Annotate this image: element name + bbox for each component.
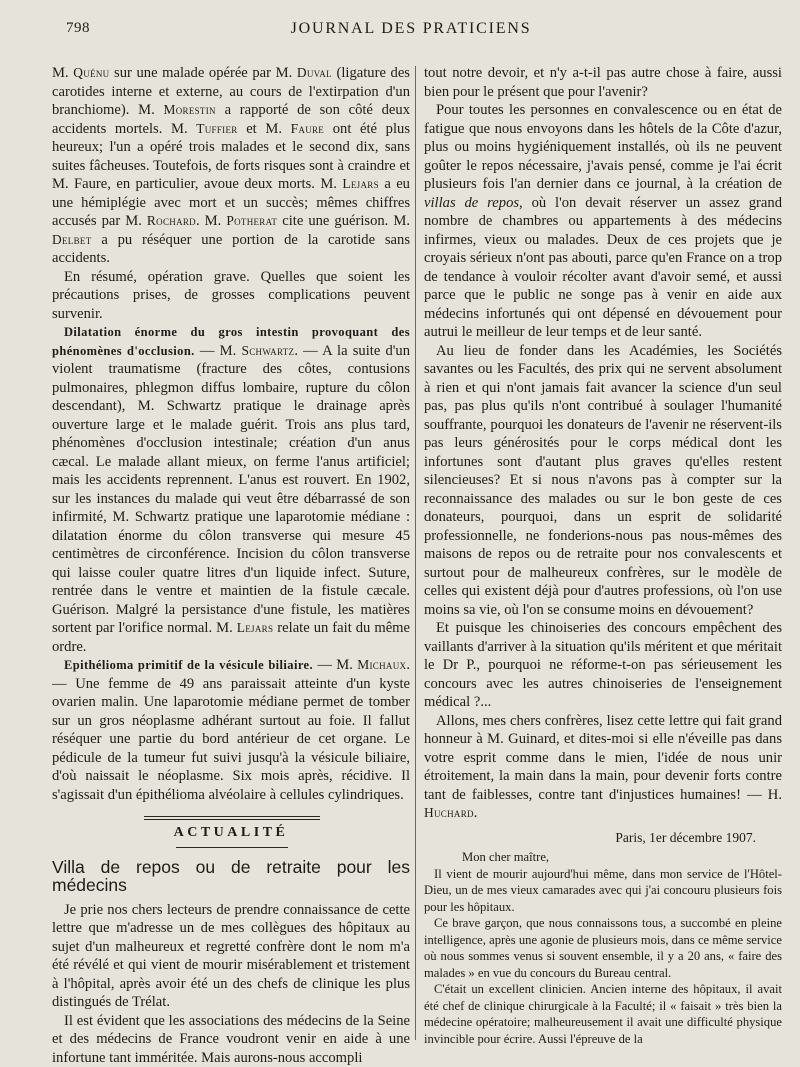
letter-dateline: Paris, 1er décembre 1907. [424,829,756,848]
run-in-heading: Dilatation énorme du gros intestin provoquant des phénomènes d'occlusion. [52,325,410,358]
author-name: Michaux [357,657,406,672]
author-name: Quénu [73,65,109,80]
paragraph: Il est évident que les associations des médecins de la Seine et des médecins de France voudront venir en aide à une infortune tant imméritée. Mais aurons-nous accompli [52,1012,410,1067]
paragraph: Allons, mes chers confrères, lisez cette lettre qui fait grand honneur à M. Guinard, et dites-moi si elle n'éveille pas dans votre esprit comme dans le mien, l'idée de nous unir étroitement, la main dans la main, pour devenir forts contre tant de faiblesses, contre tant d'injustices humaines! — H. Huchard. [424,712,782,823]
letter-paragraph: Il vient de mourir aujourd'hui même, dans mon service de l'Hôtel-Dieu, un de mes vieux camarades avec qui j'ai concouru plusieurs fois pour les hôpitaux. [424,866,782,916]
author-name: Lejars [342,176,379,191]
paragraph: Pour toutes les personnes en convalescence ou en état de fatigue que nous envoyons dans les hôtels de la Côte d'azur, plus ou moins hygiéniquement installés, où ils ne peuvent goûter le repos nécessaire, j'avais pensé, comme je l'ai écrit plusieurs fois l'an dernier dans ce journal, à la création de villas de repos, où l'on devait réserver un assez grand nombre de chambres ou appartements à des médecins infirmes, vieux ou malades. Deux de ces projets que je croyais sérieux n'ont pas abouti, parce qu'en France on a trop de tendance à vouloir récolter avant d'avoir semé, et aussi parce que le public ne songe pas à venir en aide aux médecins infortunés qui ont dépensé en dévouement pour autrui le meilleur de leur temps et de leur santé. [424,101,782,342]
author-name: Rochard [147,213,196,228]
signature: Huchard [424,805,474,820]
author-name: Morestin [163,102,215,117]
author-name: Schwartz [241,343,294,358]
column-divider [415,66,416,1040]
paragraph: M. Quénu sur une malade opérée par M. Duval (ligature des carotides interne et externe, au cours de l'extirpation d'un branchiome). M. Morestin a rapporté de son côté deux accidents mortels. M. Tuffier et M. Faure ont été plus heureux; l'un a opéré trois malades et le second dix, sans suites fâcheuses. Toutefois, de forts risques sont à craindre et M. Faure, en particulier, avoue deux morts. M. Lejars a eu une hémiplégie avec mort et un succès; mêmes chiffres accusés par M. Rochard. M. Potherat cite une guérison. M. Delbet a pu réséquer une portion de la carotide sans accidents. [52,64,410,268]
paragraph: Epithélioma primitif de la vésicule biliaire. — M. Michaux. — Une femme de 49 ans paraissait atteinte d'un kyste ovarien malin. Une laparotomie médiane permet de tomber sur un gros néoplasme adhérant surtout au foie. Il fallut réséquer une partie du bord antérieur de cet organe. Le pédicule de la tumeur fut suivi jusqu'à la vésicule biliaire, d'où naissait le néoplasme. Six mois après, récidive. Il s'agissait d'un épithélioma alvéolaire à cellules cylindriques. [52,656,410,804]
journal-title: JOURNAL DES PRATICIENS [54,20,768,38]
page-number: 798 [66,20,90,37]
letter-paragraph: Ce brave garçon, que nous connaissons tous, a succombé en pleine intelligence, après une agonie de plusieurs mois, dans ce même service où nous sommes venus si souvent ensemble, il y a 20 ans, « faire des malades » en vue du concours du Bureau central. [424,915,782,981]
page-header [54,20,768,44]
letter-salutation: Mon cher maître, [424,849,782,866]
paragraph: tout notre devoir, et n'y a-t-il pas autre chose à faire, aussi bien pour le présent que pour l'avenir? [424,64,782,101]
author-name: Duval [297,65,332,80]
run-in-heading: Epithélioma primitif de la vésicule biliaire. [64,658,313,672]
author-name: Faure [291,121,324,136]
paragraph: En résumé, opération grave. Quelles que soient les précautions prises, de grosses complications peuvent survenir. [52,268,410,324]
right-column [424,64,782,1047]
author-name: Tuffier [196,121,237,136]
letter [424,849,782,1047]
section-rule [176,847,288,848]
paragraph: Et puisque les chinoiseries des concours empêchent des vaillants d'arriver à la situation qu'ils méritent et que méritait le Dr P., pourquoi ne réforme-t-on pas sérieusement les concours avec les autres chinoiseries de l'enseignement médical ?... [424,619,782,712]
paragraph: Je prie nos chers lecteurs de prendre connaissance de cette lettre que m'adresse un de mes collègues des hôpitaux au sujet d'un malheureux et regretté confrère dont le nom m'a été révélé et qui vient de mourir misérablement et tristement à l'hôpital, après avoir été un des chefs de clinique les plus distingués de Trélat. [52,901,410,1012]
author-name: Lejars [237,620,274,635]
section-title: ACTUALITÉ [52,824,410,843]
author-name: Delbet [52,232,92,247]
left-column [52,64,410,1067]
article-title: Villa de repos ou de retraite pour les médecins [52,858,410,895]
paragraph: Dilatation énorme du gros intestin provoquant des phénomènes d'occlusion. — M. Schwartz. — A la suite d'un violent traumatisme (fracture des côtes, contusions pulmonaires, phlegmon diffus lombaire, rupture du côlon descendant), M. Schwartz pratique le drainage après ouverture large et le malade guérit. Trois ans plus tard, phénomènes d'occlusion intestinale; création d'un anus cæcal. Le malade allant mieux, on ferme l'anus artificiel; mais les accidents reprennent. L'anus est rouvert. En 1902, sur les instances du malade qui veut être débarrassé de son infirmité, M. Schwartz pratique une laparotomie médiane : dilatation énorme du côlon transverse qui mesure 45 centimètres de circonférence. Incision du côlon transverse qui laisse couler quatre litres d'un liquide infect. Suture, rentrée dans le ventre et maintien de la fistule cæcale. Guérison. Malgré la persistance d'une fistule, les matières sortent par l'orifice normal. M. Lejars relate un fait du même ordre. [52,323,410,656]
paragraph: Au lieu de fonder dans les Académies, les Sociétés savantes ou les Facultés, des prix qui ne servent absolument à rien et qui n'ont jamais fait avancer la science d'un seul pas, pas plus qu'ils n'ont contribué à soulager l'humanité souffrante, pourquoi les donateurs de l'avenir ne réservent-ils pas leurs générosités pour le corps médical dont les infortunes sont d'autant plus graves qu'elles restent silencieuses? Et si nous n'avons pas à compter sur la reconnaissance des malades ou sur le bon geste de ces donateurs, pourquoi, dans un esprit de solidarité professionnelle, ne fonderions-nous pas nous-mêmes des maisons de repos ou de retraite pour nos convalescents et surtout pour de malheureux confrères, sur le modèle de celles qui existent déjà pour d'autres professions, où l'on use moins sa vie, où l'on se consume moins en dévouement? [424,342,782,620]
author-name: Potherat [226,213,277,228]
letter-paragraph: C'était un excellent clinicien. Ancien interne des hôpitaux, il avait été chef de clinique chirurgicale à la Faculté; il « faisait » très bien la médecine opératoire; malheureusement il avait une difficulté physique invincible pour écrire. Aussi l'épreuve de la [424,981,782,1047]
emphasis: villas de repos [424,195,519,211]
section-rule [144,816,320,820]
